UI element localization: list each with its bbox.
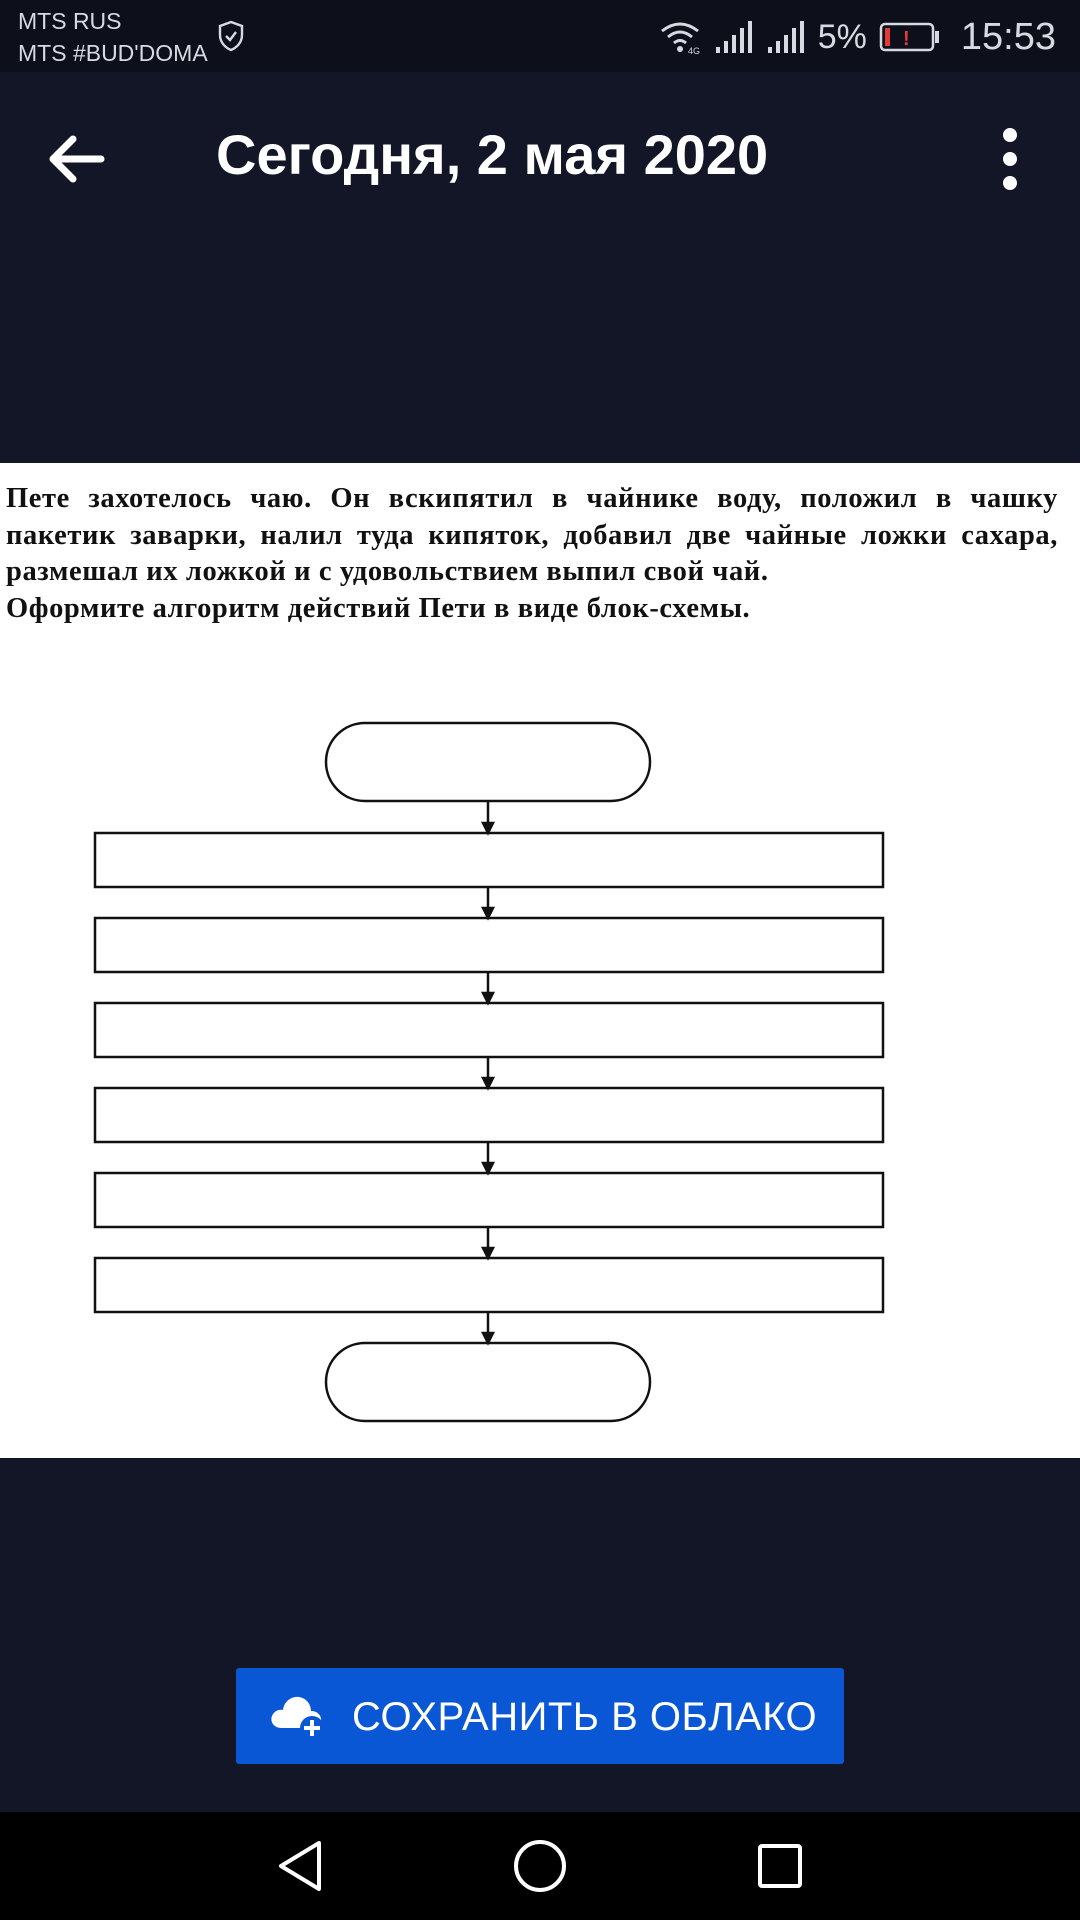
battery-percent: 5% [817, 17, 867, 56]
nav-back-icon [275, 1839, 325, 1893]
svg-text:!: ! [902, 28, 910, 50]
nav-recents-button[interactable] [748, 1834, 812, 1898]
nav-home-button[interactable] [508, 1834, 572, 1898]
problem-task: Оформите алгоритм действий Пети в виде блок-схемы. [6, 592, 751, 624]
save-to-cloud-button[interactable] [236, 1668, 844, 1764]
carrier-name-secondary: MTS #BUD'DOMA [18, 40, 208, 66]
save-to-cloud-label: СОХРАНИТЬ В ОБЛАКО [352, 1695, 818, 1739]
more-vert-icon [1000, 127, 1020, 191]
problem-paragraph: Пете захотелось чаю. Он вскипятил в чайнике воду, положил в чашку пакетик заварки, налил туда кипяток, добавил две чайные ложки сахара, размешал их ложкой и с удовольствием выпил свой чай. [6, 483, 1058, 587]
system-nav-bar [0, 1812, 1080, 1920]
nav-recents-icon [756, 1842, 804, 1890]
status-time: 15:53 [960, 15, 1056, 58]
shield-check-icon [218, 20, 244, 52]
battery-low-icon [879, 22, 941, 52]
carrier-name: MTS RUS [18, 8, 122, 34]
nav-back-button[interactable] [268, 1834, 332, 1898]
photo-content [0, 463, 1080, 1458]
flowchart-process-block [95, 1088, 883, 1142]
cloud-add-icon [268, 1692, 326, 1740]
signal-icon [714, 19, 754, 55]
overflow-menu-button[interactable] [980, 114, 1040, 204]
flowchart-start-terminator [326, 723, 650, 801]
flowchart-process-block [95, 833, 883, 887]
app-bar [0, 72, 1080, 244]
back-button[interactable] [30, 114, 120, 204]
nav-home-icon [512, 1838, 568, 1894]
svg-text:4G: 4G [687, 46, 700, 55]
flowchart-end-terminator [326, 1343, 650, 1421]
wifi-icon [658, 19, 702, 55]
signal-icon [766, 19, 806, 55]
flowchart-process-block [95, 1003, 883, 1057]
flowchart-process-block [95, 1173, 883, 1227]
status-bar [0, 0, 1080, 72]
arrow-left-icon [45, 134, 105, 184]
page-title: Сегодня, 2 мая 2020 [216, 123, 769, 186]
flowchart-process-block [95, 1258, 883, 1312]
flowchart-process-block [95, 918, 883, 972]
flowchart-diagram [0, 463, 1080, 1458]
